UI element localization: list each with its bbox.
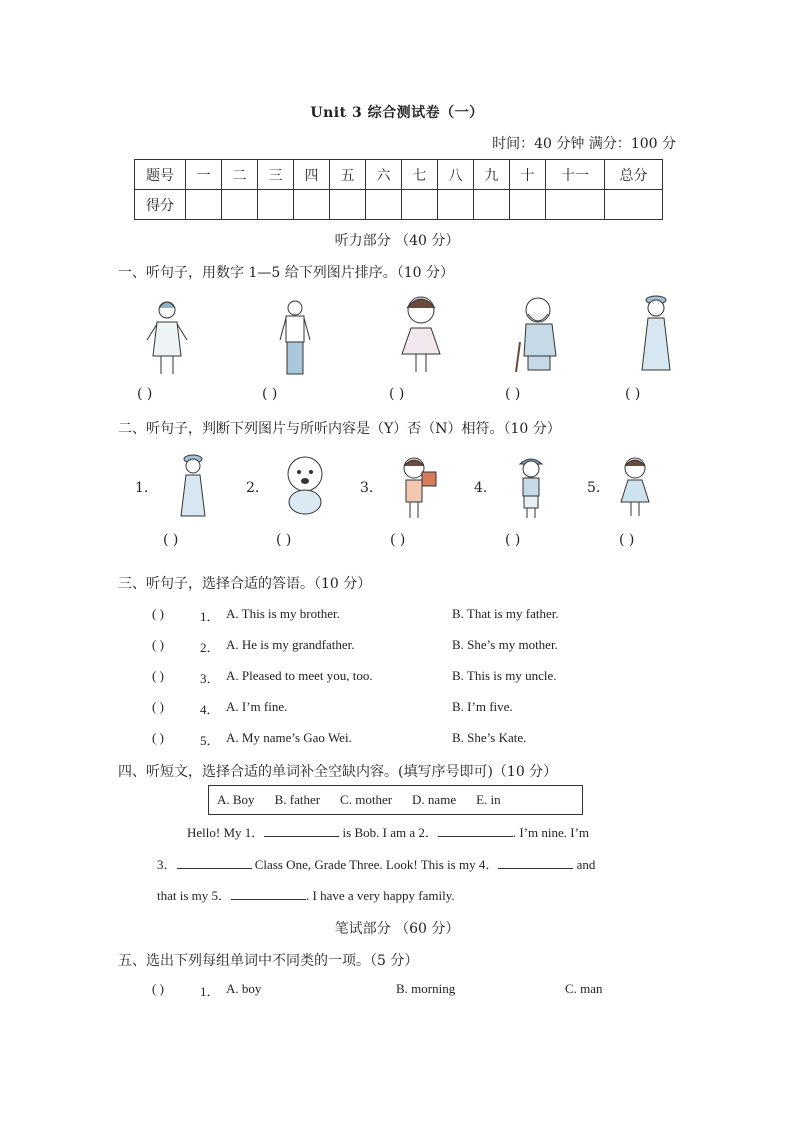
answer-paren[interactable]: ( ) bbox=[625, 386, 641, 402]
score-cell[interactable] bbox=[510, 190, 546, 220]
option-a: A. Pleased to meet you, too. bbox=[226, 668, 373, 683]
item-number: 4. bbox=[474, 480, 488, 496]
answer-paren[interactable]: ( ) bbox=[262, 386, 278, 402]
answer-blank[interactable] bbox=[264, 824, 339, 837]
option-b: B. She’s my mother. bbox=[452, 637, 558, 652]
passage-line bbox=[187, 817, 589, 849]
option-b: B. morning bbox=[396, 981, 456, 996]
answer-blank[interactable] bbox=[438, 824, 513, 837]
item-number: 1． bbox=[200, 984, 220, 999]
table-cell: 三 bbox=[258, 160, 294, 190]
exam-meta: 时间：40 分钟 满分：100 分 bbox=[492, 136, 676, 152]
listening-header: 听力部分 （40 分） bbox=[334, 233, 460, 249]
word-option: E. in bbox=[476, 792, 501, 807]
score-cell[interactable] bbox=[402, 190, 438, 220]
score-cell[interactable] bbox=[294, 190, 330, 220]
score-cell[interactable] bbox=[474, 190, 510, 220]
word-option: D. name bbox=[412, 792, 457, 807]
word-option: B. father bbox=[274, 792, 321, 807]
score-cell[interactable] bbox=[605, 190, 663, 220]
section-5-title: 五、选出下列每组单词中不同类的一项。（5 分） bbox=[118, 953, 419, 969]
grandpa-icon bbox=[510, 294, 564, 374]
section-1-title: 一、听句子，用数字 1—5 给下列图片排序。（10 分） bbox=[118, 265, 454, 281]
answer-paren[interactable]: ( ) bbox=[390, 532, 406, 548]
score-cell[interactable] bbox=[258, 190, 294, 220]
answer-blank[interactable] bbox=[498, 856, 573, 869]
table-cell: 总分 bbox=[605, 160, 663, 190]
table-cell: 得分 bbox=[135, 190, 186, 220]
answer-paren[interactable]: ( ) bbox=[505, 532, 521, 548]
answer-paren[interactable]: ( ) bbox=[152, 730, 164, 745]
answer-paren[interactable]: ( ) bbox=[137, 386, 153, 402]
option-b: B. She’s Kate. bbox=[452, 730, 527, 745]
table-cell: 九 bbox=[474, 160, 510, 190]
woman-icon bbox=[143, 298, 191, 378]
passage-line bbox=[157, 849, 595, 881]
passage-text: Class One, Grade Three. Look! This is my 4． bbox=[251, 857, 499, 872]
girl-icon bbox=[398, 294, 444, 376]
option-b: B. I’m five. bbox=[452, 699, 513, 714]
score-cell[interactable] bbox=[330, 190, 366, 220]
table-cell: 五 bbox=[330, 160, 366, 190]
item-number: 1． bbox=[200, 609, 220, 624]
answer-paren[interactable]: ( ) bbox=[152, 668, 164, 683]
item-number: 2． bbox=[200, 640, 220, 655]
answer-blank[interactable] bbox=[231, 887, 306, 900]
score-table-header-row bbox=[135, 160, 663, 190]
answer-paren[interactable]: ( ) bbox=[276, 532, 292, 548]
option-a: A. This is my brother. bbox=[226, 606, 340, 621]
option-a: A. He is my grandfather. bbox=[226, 637, 355, 652]
item-number: 2. bbox=[246, 480, 260, 496]
table-cell: 十 bbox=[510, 160, 546, 190]
passage-text: Hello! My 1． bbox=[187, 825, 265, 840]
option-c: C. man bbox=[565, 981, 603, 996]
section-3-title: 三、听句子，选择合适的答语。（10 分） bbox=[118, 576, 372, 592]
item-number: 4． bbox=[200, 702, 220, 717]
passage-text: . I’m nine. I’m bbox=[512, 825, 590, 840]
girl-with-book-icon bbox=[394, 454, 442, 520]
item-number: 1. bbox=[135, 480, 149, 496]
passage-text: that is my 5． bbox=[157, 888, 232, 903]
girl-icon bbox=[618, 454, 652, 520]
table-cell: 题号 bbox=[135, 160, 186, 190]
word-option: C. mother bbox=[340, 792, 393, 807]
table-cell: 二 bbox=[222, 160, 258, 190]
table-cell: 八 bbox=[438, 160, 474, 190]
score-cell[interactable] bbox=[366, 190, 402, 220]
table-cell: 七 bbox=[402, 160, 438, 190]
item-number: 5. bbox=[587, 480, 601, 496]
section-4-title: 四、听短文，选择合适的单词补全空缺内容。(填写序号即可)（10 分） bbox=[118, 764, 558, 780]
item-number: 5． bbox=[200, 733, 220, 748]
score-table bbox=[134, 159, 663, 220]
passage-line bbox=[157, 880, 455, 912]
option-a: A. My name’s Gao Wei. bbox=[226, 730, 352, 745]
passage-text: 3． bbox=[157, 857, 177, 872]
score-cell[interactable] bbox=[222, 190, 258, 220]
baby-icon bbox=[279, 454, 331, 520]
option-a: A. boy bbox=[226, 981, 262, 996]
answer-blank[interactable] bbox=[177, 856, 252, 869]
passage-text: . I have a very happy family. bbox=[306, 888, 455, 903]
section-2-title: 二、听句子，判断下列图片与所听内容是（Y）否（N）相符。（10 分） bbox=[118, 421, 561, 437]
score-cell[interactable] bbox=[546, 190, 605, 220]
answer-paren[interactable]: ( ) bbox=[619, 532, 635, 548]
word-bank bbox=[208, 785, 583, 815]
answer-paren[interactable]: ( ) bbox=[152, 606, 164, 621]
table-cell: 一 bbox=[186, 160, 222, 190]
grandma-icon bbox=[175, 454, 211, 520]
answer-paren[interactable]: ( ) bbox=[152, 699, 164, 714]
table-cell: 四 bbox=[294, 160, 330, 190]
answer-paren[interactable]: ( ) bbox=[505, 386, 521, 402]
word-option: A. Boy bbox=[217, 792, 255, 807]
grandma-icon bbox=[636, 294, 676, 376]
item-number: 3. bbox=[360, 480, 374, 496]
answer-paren[interactable]: ( ) bbox=[152, 637, 164, 652]
table-cell: 十一 bbox=[546, 160, 605, 190]
option-b: B. This is my uncle. bbox=[452, 668, 557, 683]
answer-paren[interactable]: ( ) bbox=[163, 532, 179, 548]
score-table-score-row bbox=[135, 190, 663, 220]
page-title: Unit 3 综合测试卷（一） bbox=[310, 105, 484, 121]
passage-text: and bbox=[573, 857, 596, 872]
item-number: 3． bbox=[200, 671, 220, 686]
answer-paren[interactable]: ( ) bbox=[152, 981, 164, 996]
score-cell[interactable] bbox=[438, 190, 474, 220]
man-icon bbox=[277, 298, 313, 378]
answer-paren[interactable]: ( ) bbox=[389, 386, 405, 402]
boy-cap-icon bbox=[514, 454, 548, 520]
option-a: A. I’m fine. bbox=[226, 699, 288, 714]
passage-text: is Bob. I am a 2． bbox=[339, 825, 438, 840]
written-header: 笔试部分 （60 分） bbox=[334, 921, 460, 937]
option-b: B. That is my father. bbox=[452, 606, 559, 621]
table-cell: 六 bbox=[366, 160, 402, 190]
score-cell[interactable] bbox=[186, 190, 222, 220]
